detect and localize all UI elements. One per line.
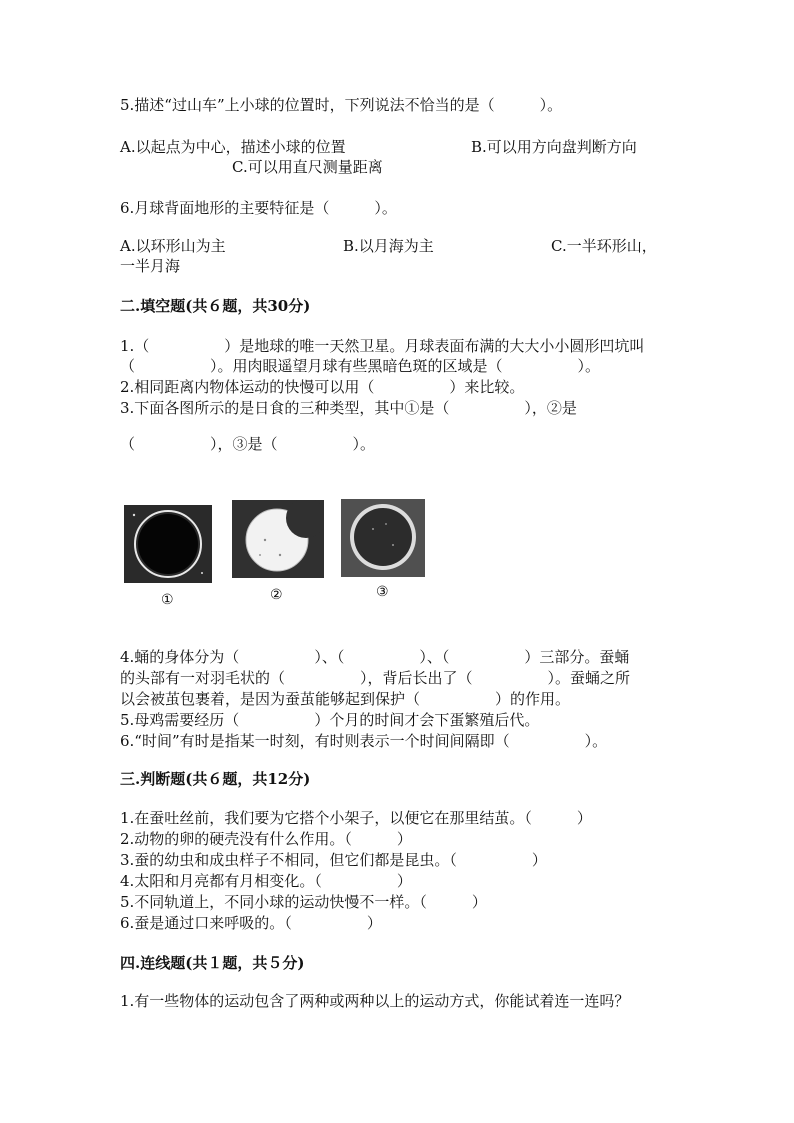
q5-option-c: C.可以用直尺测量距离	[232, 158, 383, 176]
figure-caption-3: ③	[376, 584, 389, 600]
section3-title: 三.判断题(共６题，共12分)	[120, 770, 311, 788]
q5-option-b: B.可以用方向盘判断方向	[471, 138, 637, 156]
judge-item: 4.太阳和月亮都有月相变化。（ ）	[120, 872, 412, 890]
figure-caption-1: ①	[161, 592, 174, 608]
fill-q5: 5.母鸡需要经历（ ）个月的时间才会下蛋繁殖后代。	[120, 711, 540, 729]
q6-stem: 6.月球背面地形的主要特征是（ ）。	[120, 199, 397, 217]
annular-eclipse-figure	[341, 499, 425, 577]
fill-q4-line1: 4.蛹的身体分为（ ）、（ ）、（ ）三部分。蚕蛹	[120, 648, 630, 666]
q5-option-a: A.以起点为中心，描述小球的位置	[120, 138, 346, 156]
fill-q1-line2: （ ）。用肉眼遥望月球有些黑暗色斑的区域是（ ）。	[120, 357, 601, 375]
fill-q1-line1: 1.（ ）是地球的唯一天然卫星。月球表面布满的大大小小圆形凹坑叫	[120, 337, 645, 355]
section2-title: 二.填空题(共６题，共30分)	[120, 297, 311, 315]
judge-item: 6.蚕是通过口来呼吸的。（ ）	[120, 914, 382, 932]
q5-stem: 5.描述“过山车”上小球的位置时，下列说法不恰当的是（ ）。	[120, 96, 563, 114]
fill-q4-line3: 以会被茧包裹着，是因为蚕茧能够起到保护（ ）的作用。	[120, 690, 571, 708]
total-eclipse-figure	[124, 505, 212, 583]
fill-q4-line2: 的头部有一对羽毛状的（ ），背后长出了（ ）。蚕蛹之所	[120, 669, 631, 687]
judge-item: 2.动物的卵的硬壳没有什么作用。（ ）	[120, 830, 412, 848]
section4-title: 四.连线题(共１题，共５分)	[120, 954, 305, 972]
match-q1: 1.有一些物体的运动包含了两种或两种以上的运动方式，你能试着连一连吗？	[120, 992, 630, 1010]
judge-item: 3.蚕的幼虫和成虫样子不相同，但它们都是昆虫。（ ）	[120, 851, 547, 869]
fill-q3-line1: 3.下面各图所示的是日食的三种类型，其中①是（ ），②是	[120, 399, 577, 417]
figure-caption-2: ②	[270, 587, 283, 603]
q6-option-a: A.以环形山为主	[120, 237, 226, 255]
q6-option-b: B.以月海为主	[343, 237, 434, 255]
fill-q6: 6.“时间”有时是指某一时刻，有时则表示一个时间间隔即（ ）。	[120, 732, 608, 750]
partial-eclipse-figure	[232, 500, 324, 578]
fill-q3-line2: （ ），③是（ ）。	[120, 435, 376, 453]
fill-q2: 2.相同距离内物体运动的快慢可以用（ ）来比较。	[120, 378, 525, 396]
judge-item: 1.在蚕吐丝前，我们要为它搭个小架子，以便它在那里结茧。（ ）	[120, 809, 592, 827]
q6-option-c: C.一半环形山，	[551, 237, 657, 255]
q6-option-c-cont: 一半月海	[120, 257, 181, 275]
judge-item: 5.不同轨道上，不同小球的运动快慢不一样。（ ）	[120, 893, 487, 911]
